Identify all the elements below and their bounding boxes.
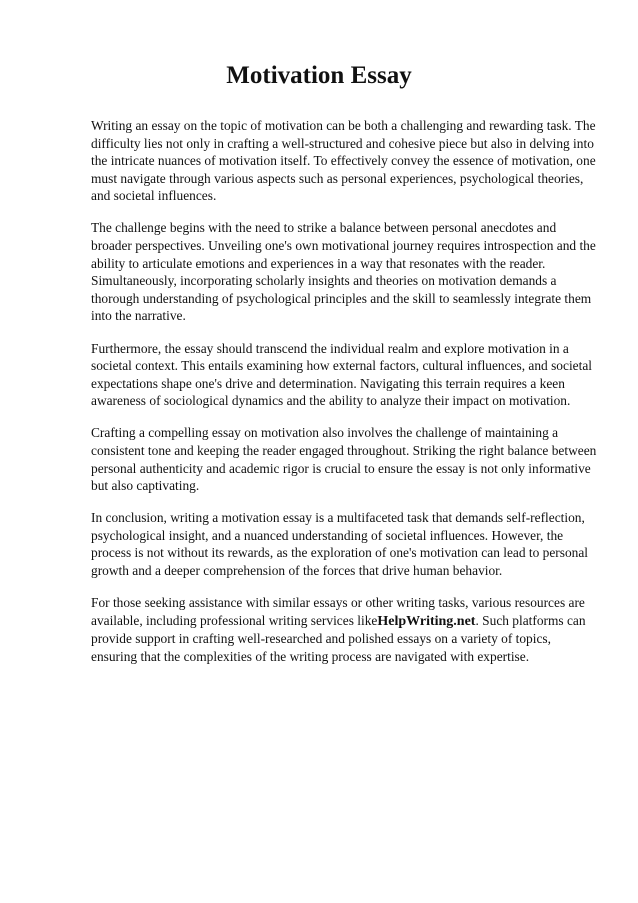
brand-link[interactable]: HelpWriting.net — [377, 613, 476, 629]
paragraph-4: Crafting a compelling essay on motivation also involves the challenge of maintaining a consistent tone and keeping the reader engaged throughout. Striking the right balance between personal authenticity and academic rigor is crucial to ensure the essay is not only informative but also captivating. — [91, 425, 597, 494]
paragraph-5: In conclusion, writing a motivation essay is a multifaceted task that demands self-reflection, psychological insight, and a nuanced understanding of societal influences. However, the process is not without its rewards, as the exploration of one's motivation can lead to personal growth and a deeper comprehension of the forces that drive human behavior. — [91, 510, 589, 579]
document-body — [91, 117, 597, 680]
paragraph-6-before: For those seeking assistance with similar essays or other writing tasks, various resources are available, including professional writing services like — [91, 595, 585, 628]
paragraph-6-after: . Such platforms can provide support in crafting well-researched and polished essays on a variety of topics, ensuring that the complexities of the writing process are navigated with expertise. — [91, 612, 586, 664]
paragraph-3: Furthermore, the essay should transcend the individual realm and explore motivation in a societal context. This entails examining how external factors, cultural influences, and societal expectations shape one's drive and determination. Navigating this terrain requires a keen awareness of sociological dynamics and the ability to analyze their impact on motivation. — [91, 340, 592, 409]
paragraph-1: Writing an essay on the topic of motivation can be both a challenging and rewarding task. The difficulty lies not only in crafting a well-structured and cohesive piece but also in delving into the intricate nuances of motivation itself. To effectively convey the essence of motivation, one must navigate through various aspects such as personal experiences, psychological theories, and societal influences. — [91, 118, 596, 204]
paragraph-2: The challenge begins with the need to strike a balance between personal anecdotes and broader perspectives. Unveiling one's own motivational journey requires introspection and the ability to articulate emotions and experiences in a way that resonates with the reader. Simultaneously, incorporating scholarly insights and theories on motivation demands a thorough understanding of psychological principles and the skill to seamlessly integrate them into the narrative. — [91, 220, 596, 324]
paragraph-6 — [91, 594, 597, 665]
document-title: Motivation Essay — [226, 62, 412, 89]
